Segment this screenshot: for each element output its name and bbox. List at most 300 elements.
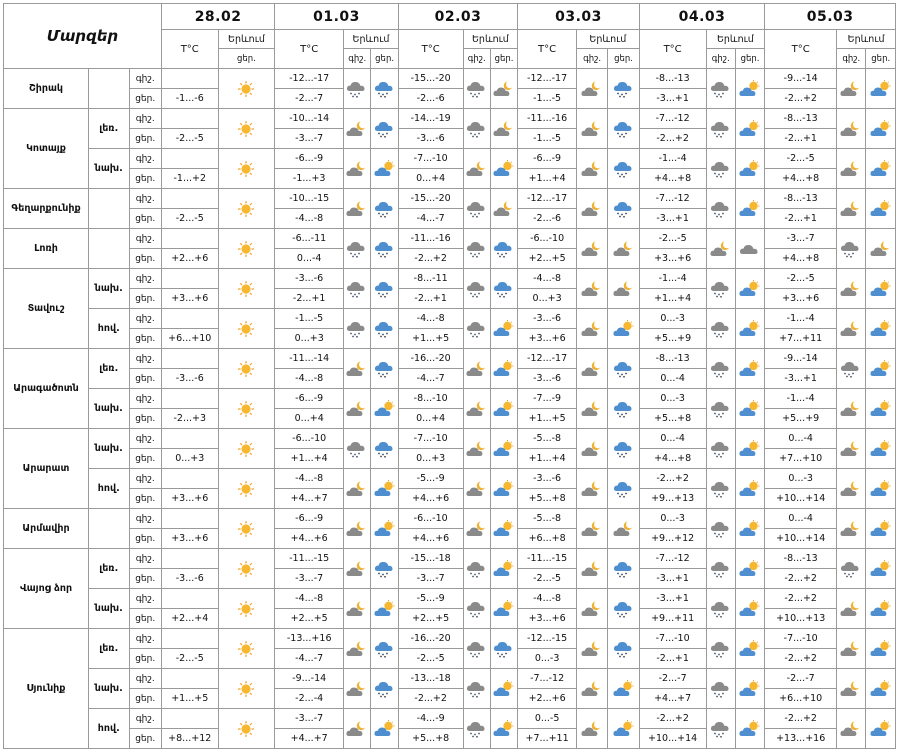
daypart-label: գիշ.	[129, 669, 161, 689]
cloud-sun-icon	[869, 520, 893, 538]
weather-icon-cell	[735, 669, 764, 709]
weather-icon-cell	[371, 669, 398, 709]
temperature-range: +3...+6	[518, 609, 577, 629]
temperature-range: +1...+5	[398, 329, 463, 349]
cloud-moon-icon	[839, 120, 863, 138]
zone-label	[89, 509, 129, 549]
date-header: 05.03	[765, 4, 896, 30]
temperature-range: -8...-13	[639, 349, 706, 369]
temperature-range: -2...-5	[765, 269, 837, 289]
cloud-moon-icon	[492, 80, 516, 98]
region-name: Սյունիք	[4, 629, 89, 749]
temperature-range: 0...-4	[639, 369, 706, 389]
cloud-snow-icon	[465, 200, 489, 218]
temperature-range	[161, 389, 218, 409]
table-row	[4, 269, 896, 289]
temperature-range: -3...-6	[518, 469, 577, 489]
sun-icon	[234, 240, 258, 258]
weather-icon-cell	[608, 189, 639, 229]
weather-icon-cell	[706, 109, 735, 149]
weather-icon-cell	[866, 309, 896, 349]
temperature-range: +3...+6	[518, 329, 577, 349]
weather-icon-cell	[218, 189, 275, 229]
temperature-range	[161, 429, 218, 449]
temperature-range: -2...-5	[161, 209, 218, 229]
weather-icon-cell	[344, 269, 371, 309]
temperature-range: -1...-5	[518, 129, 577, 149]
weather-icon-cell	[463, 589, 490, 629]
weather-icon-cell	[344, 149, 371, 189]
cloud-sun-icon	[738, 480, 762, 498]
cloud-sun-icon	[738, 120, 762, 138]
weather-icon-cell	[837, 309, 866, 349]
daypart-label: ցեր.	[129, 329, 161, 349]
temperature-range: -3...+1	[639, 589, 706, 609]
weather-icon-cell	[218, 629, 275, 669]
weather-icon-cell	[866, 549, 896, 589]
daypart-label: ցեր.	[129, 289, 161, 309]
cloud-moon-icon	[839, 520, 863, 538]
weather-icon-cell	[576, 629, 607, 669]
sun-icon	[234, 200, 258, 218]
temperature-range: +3...+6	[639, 249, 706, 269]
cloud-moon-icon	[580, 200, 604, 218]
cloud-sun-icon	[492, 520, 516, 538]
weather-icon-cell	[735, 509, 764, 549]
temperature-range: +4...+7	[275, 489, 344, 509]
temperature-range: -4...-9	[398, 709, 463, 729]
weather-icon-cell	[837, 509, 866, 549]
cloud-sun-icon	[869, 400, 893, 418]
sun-icon	[234, 440, 258, 458]
cloud-moon-icon	[345, 680, 369, 698]
cloud-snow-icon	[345, 80, 369, 98]
temperature-range: -2...-6	[398, 89, 463, 109]
cloud-snow-blue-icon	[492, 240, 516, 258]
temperature-range	[161, 709, 218, 729]
weather-icon-cell	[344, 109, 371, 149]
cloud-moon-icon	[839, 720, 863, 738]
zone-label: լեռ.	[89, 109, 129, 149]
sun-icon	[234, 520, 258, 538]
cloud-moon-icon	[580, 80, 604, 98]
cloud-snow-icon	[465, 240, 489, 258]
cloud-sun-icon	[869, 720, 893, 738]
weather-icon-cell	[837, 69, 866, 109]
temperature-range: +5...+9	[639, 329, 706, 349]
zone-label: նախ.	[89, 429, 129, 469]
temperature-range: -10...-15	[275, 189, 344, 209]
table-row	[4, 109, 896, 129]
cloud-moon-icon	[580, 280, 604, 298]
weather-icon-cell	[490, 69, 517, 109]
temperature-range: -12...-17	[275, 69, 344, 89]
temperature-range: -12...-17	[518, 189, 577, 209]
cloud-moon-icon	[580, 520, 604, 538]
weather-icon-cell	[706, 509, 735, 549]
temperature-range: +1...+4	[518, 169, 577, 189]
weather-icon-cell	[371, 189, 398, 229]
table-row	[4, 309, 896, 329]
weather-icon-cell	[866, 629, 896, 669]
weather-icon-cell	[735, 429, 764, 469]
cloud-snow-icon	[709, 200, 733, 218]
weather-icon-cell	[735, 349, 764, 389]
daypart-label: գիշ.	[129, 269, 161, 289]
weather-icon-cell	[463, 149, 490, 189]
zone-label: նախ.	[89, 149, 129, 189]
cloud-moon-icon	[839, 200, 863, 218]
cloud-moon-icon	[465, 400, 489, 418]
temperature-range: -1...+3	[275, 169, 344, 189]
temperature-range: -6...-10	[398, 509, 463, 529]
cloud-moon-icon	[869, 240, 893, 258]
cloud-moon-icon	[612, 520, 636, 538]
weather-icon-cell	[463, 669, 490, 709]
temperature-range: +5...+8	[398, 729, 463, 749]
cloud-snow-icon	[709, 440, 733, 458]
temperature-range: -3...+1	[639, 569, 706, 589]
region-name: Կոտայք	[4, 109, 89, 189]
table-row	[4, 229, 896, 249]
weather-icon-cell	[490, 349, 517, 389]
cloud-sun-icon	[738, 160, 762, 178]
daypart-label: գիշ.	[129, 109, 161, 129]
cloud-moon-icon	[580, 680, 604, 698]
weather-icon-cell	[463, 109, 490, 149]
cloud-sun-icon	[869, 320, 893, 338]
cloud-sun-icon	[492, 680, 516, 698]
cloud-moon-icon	[580, 400, 604, 418]
zone-label	[89, 69, 129, 109]
cloud-snow-icon	[465, 560, 489, 578]
zone-label: նախ.	[89, 669, 129, 709]
table-row	[4, 709, 896, 729]
weather-icon-cell	[218, 109, 275, 149]
temperature-range: -4...-7	[398, 369, 463, 389]
temperature-range: -1...-4	[639, 149, 706, 169]
daypart-label: գիշ.	[129, 629, 161, 649]
temperature-range: -3...-7	[275, 129, 344, 149]
weather-icon-cell	[490, 669, 517, 709]
temperature-range: -8...-10	[398, 389, 463, 409]
night-label: գիշ.	[706, 49, 735, 69]
cloud-sun-icon	[492, 720, 516, 738]
daypart-label: ցեր.	[129, 689, 161, 709]
temperature-range: -3...-6	[398, 129, 463, 149]
temperature-range: +3...+6	[161, 489, 218, 509]
daypart-label: գիշ.	[129, 69, 161, 89]
cloud-moon-icon	[580, 720, 604, 738]
temperature-range: 0...+3	[275, 329, 344, 349]
temperature-range: -2...-6	[518, 209, 577, 229]
cloud-moon-icon	[580, 440, 604, 458]
weather-icon-cell	[371, 349, 398, 389]
region-name: Գեղարքունիք	[4, 189, 89, 229]
weather-icon-cell	[837, 709, 866, 749]
region-name: Տավուշ	[4, 269, 89, 349]
temperature-range: -9...-14	[275, 669, 344, 689]
weather-icon-cell	[490, 149, 517, 189]
cloud-sun-icon	[738, 360, 762, 378]
weather-icon-cell	[837, 269, 866, 309]
weather-icon-cell	[371, 229, 398, 269]
temperature-range	[161, 669, 218, 689]
cloud-sun-icon	[373, 480, 397, 498]
cloud-sun-icon	[738, 280, 762, 298]
cloud-moon-icon	[580, 480, 604, 498]
weather-icon-cell	[706, 389, 735, 429]
cloud-moon-icon	[345, 360, 369, 378]
weather-icon-cell	[576, 109, 607, 149]
weather-icon-cell	[371, 269, 398, 309]
temp-column-header: T°C	[275, 30, 344, 69]
temperature-range: +5...+9	[765, 409, 837, 429]
temperature-range: -6...-9	[518, 149, 577, 169]
weather-icon-cell	[837, 189, 866, 229]
cloud-moon-icon	[345, 400, 369, 418]
daypart-label: ցեր.	[129, 489, 161, 509]
cloud-moon-icon	[839, 400, 863, 418]
temperature-range: -10...-14	[275, 109, 344, 129]
weather-icon-cell	[490, 509, 517, 549]
cloud-snow-icon	[465, 640, 489, 658]
temperature-range	[161, 149, 218, 169]
temperature-range: -4...-7	[398, 209, 463, 229]
sun-icon	[234, 640, 258, 658]
temperature-range: +4...+6	[398, 529, 463, 549]
cloud-sun-icon	[738, 600, 762, 618]
weather-icon-cell	[576, 149, 607, 189]
cloud-moon-icon	[839, 680, 863, 698]
temperature-range: -8...-11	[398, 269, 463, 289]
temperature-range: -4...-8	[275, 469, 344, 489]
temperature-range: -2...+2	[639, 469, 706, 489]
weather-icon-cell	[576, 589, 607, 629]
temperature-range: +6...+8	[518, 529, 577, 549]
cloud-sun-icon	[612, 680, 636, 698]
weather-icon-cell	[576, 389, 607, 429]
weather-icon-cell	[608, 469, 639, 509]
cloud-snow-blue-icon	[373, 560, 397, 578]
weather-icon-cell	[735, 269, 764, 309]
temperature-range: +9...+12	[639, 529, 706, 549]
temperature-range: +10...+13	[765, 609, 837, 629]
zone-label: հով.	[89, 709, 129, 749]
sun-icon	[234, 400, 258, 418]
weather-icon-cell	[576, 709, 607, 749]
cloud-snow-icon	[345, 280, 369, 298]
temperature-range: +10...+14	[639, 729, 706, 749]
temperature-range: -6...-9	[275, 389, 344, 409]
weather-icon-cell	[490, 389, 517, 429]
temperature-range: -11...-16	[518, 109, 577, 129]
weather-icon-cell	[866, 469, 896, 509]
cloud-sun-icon	[612, 720, 636, 738]
weather-icon-cell	[463, 349, 490, 389]
cloud-sun-icon	[869, 600, 893, 618]
weather-icon-cell	[735, 469, 764, 509]
temperature-range: -4...-8	[398, 309, 463, 329]
cloud-snow-blue-icon	[492, 640, 516, 658]
date-header: 04.03	[639, 4, 765, 30]
weather-icon-cell	[344, 709, 371, 749]
temperature-range: -2...-7	[639, 669, 706, 689]
cloud-moon-icon	[839, 440, 863, 458]
cloud-snow-icon	[709, 600, 733, 618]
table-row	[4, 629, 896, 649]
weather-icon-cell	[344, 229, 371, 269]
region-name: Արարատ	[4, 429, 89, 509]
weather-icon-cell	[735, 709, 764, 749]
temperature-range: +2...+5	[275, 609, 344, 629]
cloud-snow-blue-icon	[373, 80, 397, 98]
yerevan-column-header: Երևում	[576, 30, 639, 49]
cloud-snow-blue-icon	[612, 200, 636, 218]
temperature-range	[161, 69, 218, 89]
daypart-label: ցեր.	[129, 89, 161, 109]
day-label: ցեր.	[490, 49, 517, 69]
weather-icon-cell	[608, 69, 639, 109]
cloud-moon-icon	[345, 640, 369, 658]
weather-icon-cell	[706, 429, 735, 469]
cloud-sun-icon	[869, 120, 893, 138]
daypart-label: գիշ.	[129, 389, 161, 409]
temperature-range	[161, 189, 218, 209]
temperature-range: 0...+4	[398, 409, 463, 429]
weather-icon-cell	[866, 69, 896, 109]
cloud-moon-icon	[580, 600, 604, 618]
temperature-range: -1...-5	[518, 89, 577, 109]
daypart-label: ցեր.	[129, 209, 161, 229]
temperature-range: +2...+6	[161, 249, 218, 269]
cloud-snow-icon	[345, 240, 369, 258]
temperature-range: -3...+1	[765, 369, 837, 389]
cloud-moon-icon	[345, 120, 369, 138]
region-name: Արմավիր	[4, 509, 89, 549]
temperature-range: -3...-6	[518, 369, 577, 389]
temperature-range: 0...+3	[161, 449, 218, 469]
weather-icon-cell	[735, 389, 764, 429]
cloud-moon-icon	[345, 160, 369, 178]
weather-icon-cell	[218, 469, 275, 509]
cloud-moon-icon	[465, 440, 489, 458]
daypart-label: ցեր.	[129, 529, 161, 549]
cloud-moon-icon	[465, 520, 489, 538]
cloud-snow-icon	[709, 360, 733, 378]
weather-icon-cell	[608, 349, 639, 389]
temperature-range: -8...-13	[765, 109, 837, 129]
cloud-snow-icon	[465, 280, 489, 298]
weather-icon-cell	[866, 389, 896, 429]
daypart-label: գիշ.	[129, 309, 161, 329]
temperature-range: -2...+1	[765, 129, 837, 149]
cloud-moon-icon	[580, 120, 604, 138]
weather-icon-cell	[371, 309, 398, 349]
weather-icon-cell	[576, 549, 607, 589]
weather-icon-cell	[837, 389, 866, 429]
temperature-range: 0...+4	[398, 169, 463, 189]
temperature-range: -2...-5	[398, 649, 463, 669]
cloud-moon-icon	[580, 360, 604, 378]
cloud-snow-icon	[465, 600, 489, 618]
cloud-sun-icon	[373, 160, 397, 178]
cloud-sun-icon	[492, 480, 516, 498]
temperature-range: -2...-7	[275, 89, 344, 109]
cloud-snow-icon	[839, 360, 863, 378]
temperature-range: +2...+4	[161, 609, 218, 629]
temperature-range: -12...-15	[518, 629, 577, 649]
weather-icon-cell	[490, 269, 517, 309]
temperature-range: +6...+10	[161, 329, 218, 349]
weather-icon-cell	[344, 309, 371, 349]
weather-icon-cell	[218, 149, 275, 189]
cloud-snow-icon	[839, 240, 863, 258]
temperature-range: +4...+7	[275, 729, 344, 749]
weather-icon-cell	[490, 549, 517, 589]
daypart-label: գիշ.	[129, 549, 161, 569]
temperature-range: -8...-13	[765, 189, 837, 209]
temperature-range: -5...-8	[518, 509, 577, 529]
cloud-sun-icon	[869, 200, 893, 218]
night-label: գիշ.	[344, 49, 371, 69]
temperature-range: +9...+13	[639, 489, 706, 509]
weather-icon-cell	[463, 549, 490, 589]
cloud-moon-icon	[839, 80, 863, 98]
weather-icon-cell	[706, 629, 735, 669]
weather-icon-cell	[735, 629, 764, 669]
weather-icon-cell	[344, 589, 371, 629]
temp-column-header: T°C	[639, 30, 706, 69]
temperature-range: -1...+2	[161, 169, 218, 189]
region-name: Լոռի	[4, 229, 89, 269]
cloud-snow-blue-icon	[373, 200, 397, 218]
date-header: 02.03	[398, 4, 517, 30]
temperature-range: +3...+6	[765, 289, 837, 309]
cloud-sun-icon	[373, 720, 397, 738]
temperature-range: -11...-16	[398, 229, 463, 249]
weather-icon-cell	[463, 709, 490, 749]
sun-icon	[234, 120, 258, 138]
weather-icon-cell	[866, 189, 896, 229]
temperature-range: 0...-4	[765, 509, 837, 529]
temperature-range: -9...-14	[765, 69, 837, 89]
temperature-range: +5...+8	[518, 489, 577, 509]
day-label: ցեր.	[218, 49, 275, 69]
weather-icon-cell	[576, 669, 607, 709]
temperature-range: -11...-14	[275, 349, 344, 369]
weather-icon-cell	[608, 109, 639, 149]
weather-icon-cell	[866, 429, 896, 469]
weather-icon-cell	[866, 509, 896, 549]
temperature-range: -1...-4	[765, 309, 837, 329]
page-title: Մարզեր	[4, 4, 162, 69]
weather-icon-cell	[463, 469, 490, 509]
weather-icon-cell	[371, 549, 398, 589]
temperature-range: +1...+4	[275, 449, 344, 469]
cloud-moon-icon	[465, 160, 489, 178]
temperature-range: -3...-7	[765, 229, 837, 249]
region-name: Վայոց ձոր	[4, 549, 89, 629]
weather-icon-cell	[735, 229, 764, 269]
weather-icon-cell	[344, 509, 371, 549]
cloud-snow-blue-icon	[373, 120, 397, 138]
cloud-snow-icon	[709, 640, 733, 658]
sun-icon	[234, 600, 258, 618]
weather-icon-cell	[490, 309, 517, 349]
date-header: 03.03	[518, 4, 639, 30]
temperature-range: +7...+11	[765, 329, 837, 349]
